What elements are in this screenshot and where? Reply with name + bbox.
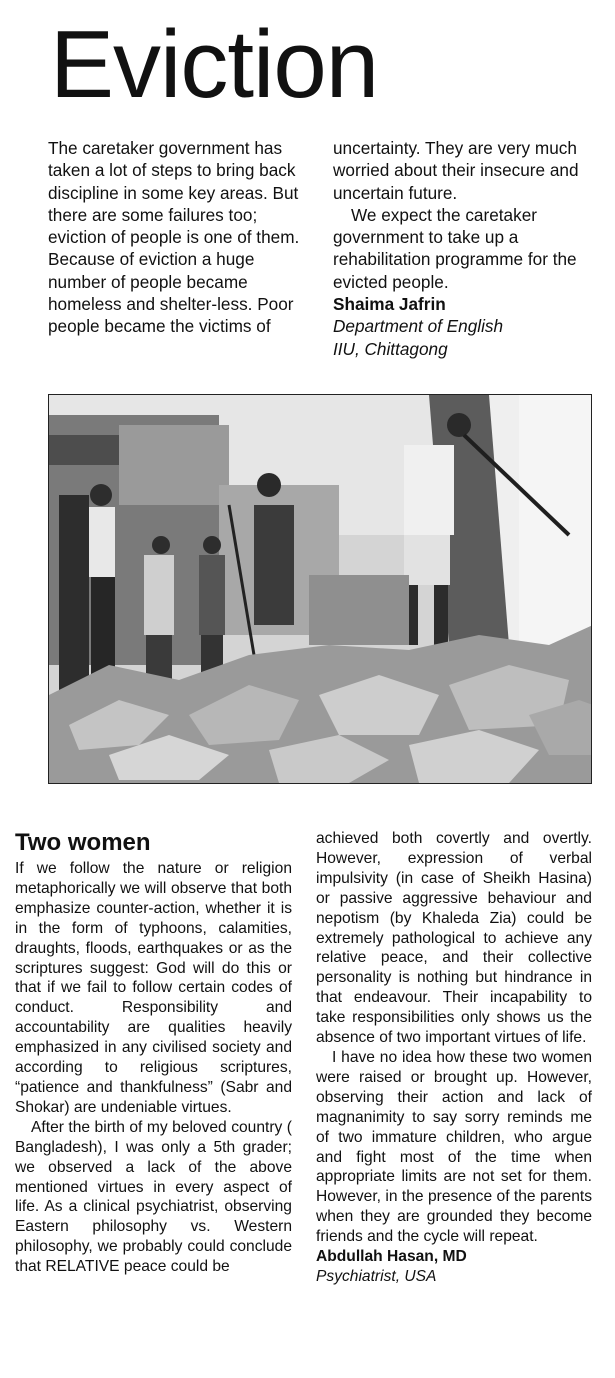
eviction-paragraph-1: The caretaker government has taken a lot of steps to bring back discipline in some key areas. But there are some failures too; eviction of people is one of them. Because of eviction a huge number of people became homeless and shelter-less. Poor people became the victims of [48,138,300,337]
letter-title-two-women: Two women [15,829,151,856]
two-women-paragraph-3: I have no idea how these two women were raised or brought up. However, observing their action and lack of magnanimity to say sorry reminds me of two immature children, who argue and fight most of the time when appropriate limits are not set for them. However, in the presence of the parents when they are grounded they become friends and the cycle will repeat. [316,1048,592,1246]
two-women-column-right [316,829,592,1287]
eviction-photo [48,394,592,784]
eviction-paragraph-1-continued: uncertainty. They are very much worried about their insecure and uncertain future. [333,138,579,203]
two-women-author: Abdullah Hasan, MD [316,1248,467,1266]
eviction-column-left [48,137,310,338]
eviction-photo-illustration [49,395,592,784]
letter-title-eviction: Eviction [50,11,379,118]
eviction-column-right [333,137,598,360]
eviction-author: Shaima Jafrin [333,294,446,315]
eviction-paragraph-2: We expect the caretaker government to take up a rehabilitation programme for the evicted people. [333,204,577,292]
two-women-column-left [15,859,292,1277]
eviction-affiliation-institution: IIU, Chittagong [333,338,448,359]
two-women-affiliation: Psychiatrist, USA [316,1267,437,1285]
eviction-affiliation-dept: Department of English [333,316,504,337]
two-women-paragraph-2: After the birth of my beloved country ( Bangladesh), I was only a 5th grader; we observed a lack of the above mentioned virtues in every aspect of life. As a clinical psychiatrist, observing Eastern philosophy vs. Western philosophy, we probably could conclude that RELATIVE peace could be [15,1118,292,1276]
two-women-paragraph-2-continued: achieved both covertly and overtly. However, expression of verbal impulsivity (in case of Sheikh Hasina) or passive aggressive behaviour and nepotism (by Khaleda Zia) could be extremely pathological to achieve any relative peace, and their collective personality is nothing but hindrance in that endeavour. Their incapability to take responsibilities only shows us the absence of two important virtues of life. [316,830,592,1047]
two-women-paragraph-1: If we follow the nature or religion metaphorically we will observe that both emphasize counter-action, whether it is in the form of typhoons, calamities, draughts, floods, earthquakes or as the scriptures suggest: God will do this or that if we fail to follow certain codes of conduct. Responsibility and accountability are qualities heavily emphasized in any civilised society and according to religious scriptures, “patience and thankfulness” (Sabr and Shokar) are undeniable virtues. [15,860,292,1116]
